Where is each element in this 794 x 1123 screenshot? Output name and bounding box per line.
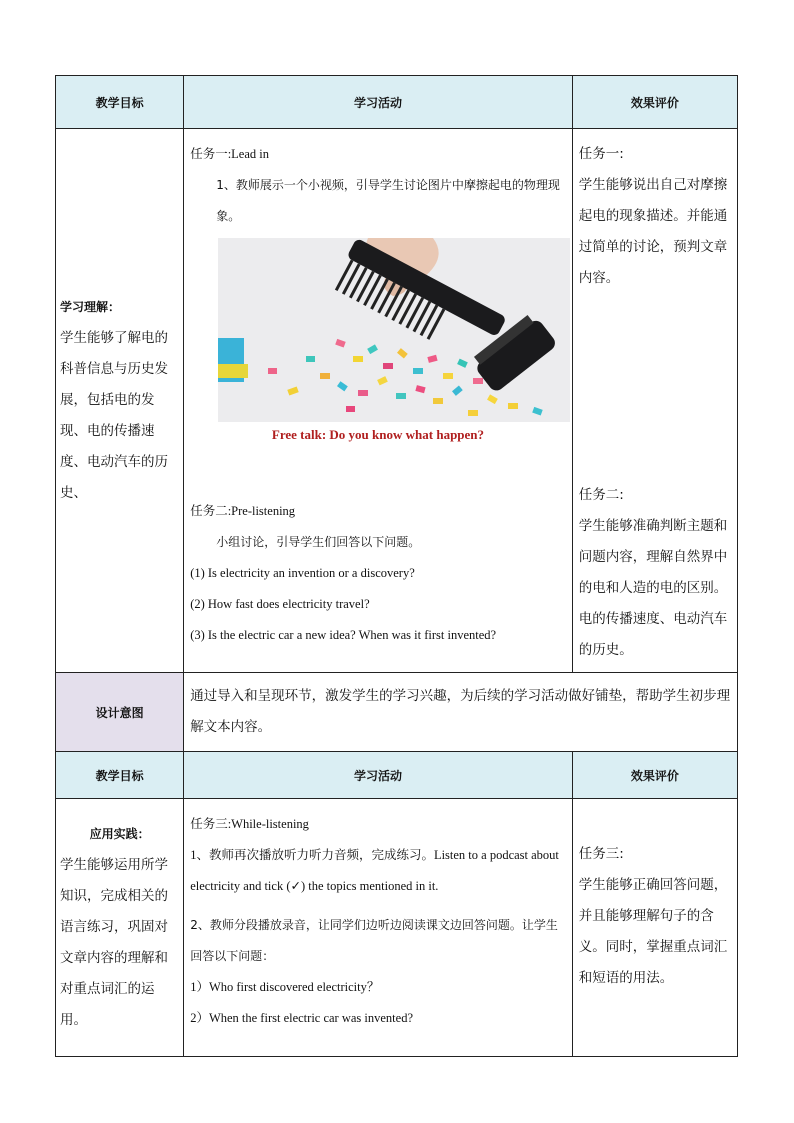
photo-caption: Free talk: Do you know what happen? (271, 427, 485, 442)
task3-step1: 1、教师再次播放听力听力音频，完成练习。Listen to a podcast about electricity and tick (✓) the topics mentioned in it. (190, 848, 559, 893)
task3-question-2: 2）When the first electric car was invented? (190, 1011, 414, 1025)
goal-title: 学习理解： (60, 300, 121, 314)
eval3-title: 任务三: (578, 846, 624, 862)
task1-title: 任务一:Lead in (190, 147, 269, 161)
task2-instruction: 小组讨论，引导学生们回答以下问题。 (216, 535, 421, 549)
content-row-1 (56, 129, 738, 673)
goal-cell-understanding (56, 129, 184, 673)
activity-cell-1 (184, 129, 573, 673)
eval2-title: 任务二: (578, 487, 624, 503)
evaluation-cell-2 (572, 799, 737, 1057)
header-goal: 教学目标 (56, 76, 184, 129)
task2-title: 任务二:Pre-listening (190, 504, 296, 518)
comb-photo-illustration (218, 238, 570, 422)
task2-question-2: (2) How fast does electricity travel? (190, 597, 370, 611)
header-activity: 学习活动 (184, 76, 573, 129)
task2-question-3: (3) Is the electric car a new idea? When was it first invented? (190, 628, 497, 642)
header-goal-2: 教学目标 (56, 752, 184, 799)
eval3-text: 学生能够正确回答问题，并且能够理解句子的含义。同时，掌握重点词汇和短语的用法。 (578, 877, 728, 986)
goal-title-2: 应用实践： (89, 827, 150, 841)
header-activity-2: 学习活动 (184, 752, 573, 799)
header-evaluation: 效果评价 (572, 76, 737, 129)
design-intention-label: 设计意图 (56, 673, 184, 752)
goal-cell-application (56, 799, 184, 1057)
eval1-text: 学生能够说出自己对摩擦起电的现象描述。并能通过简单的讨论，预判文章内容。 (578, 177, 728, 286)
header-row (56, 76, 738, 129)
eval1-title: 任务一: (578, 146, 624, 162)
activity-cell-2 (184, 799, 573, 1057)
design-intention-text: 通过导入和呈现环节，激发学生的学习兴趣，为后续的学习活动做好铺垫，帮助学生初步理解文本内容。 (184, 673, 738, 752)
eval2-text: 学生能够准确判断主题和问题内容，理解自然界中的电和人造的电的区别。电的传播速度、电动汽车的历史。 (578, 518, 728, 658)
task2-question-1: (1) Is electricity an invention or a discovery? (190, 566, 415, 580)
evaluation-cell-1 (572, 129, 737, 673)
task3-title: 任务三:While-listening (190, 817, 309, 831)
header-evaluation-2: 效果评价 (572, 752, 737, 799)
lesson-plan-table (55, 75, 738, 1057)
task3-question-1: 1）Who first discovered electricity？ (190, 980, 380, 994)
content-row-2 (56, 799, 738, 1057)
header-row-2 (56, 752, 738, 799)
design-intention-row (56, 673, 738, 752)
goal-text-2: 学生能够运用所学知识，完成相关的语言练习，巩固对文章内容的理解和对重点词汇的运用。 (60, 857, 168, 1028)
task3-step2: 2、教师分段播放录音，让同学们边听边阅读课文边回答问题。让学生回答以下问题： (190, 918, 558, 963)
goal-text: 学生能够了解电的科普信息与历史发展，包括电的发现、电的传播速度、电动汽车的历史、 (60, 330, 168, 501)
task1-instruction: 1、教师展示一个小视频，引导学生讨论图片中摩擦起电的物理现象。 (216, 178, 560, 223)
comb-static-electricity-photo (218, 238, 570, 422)
